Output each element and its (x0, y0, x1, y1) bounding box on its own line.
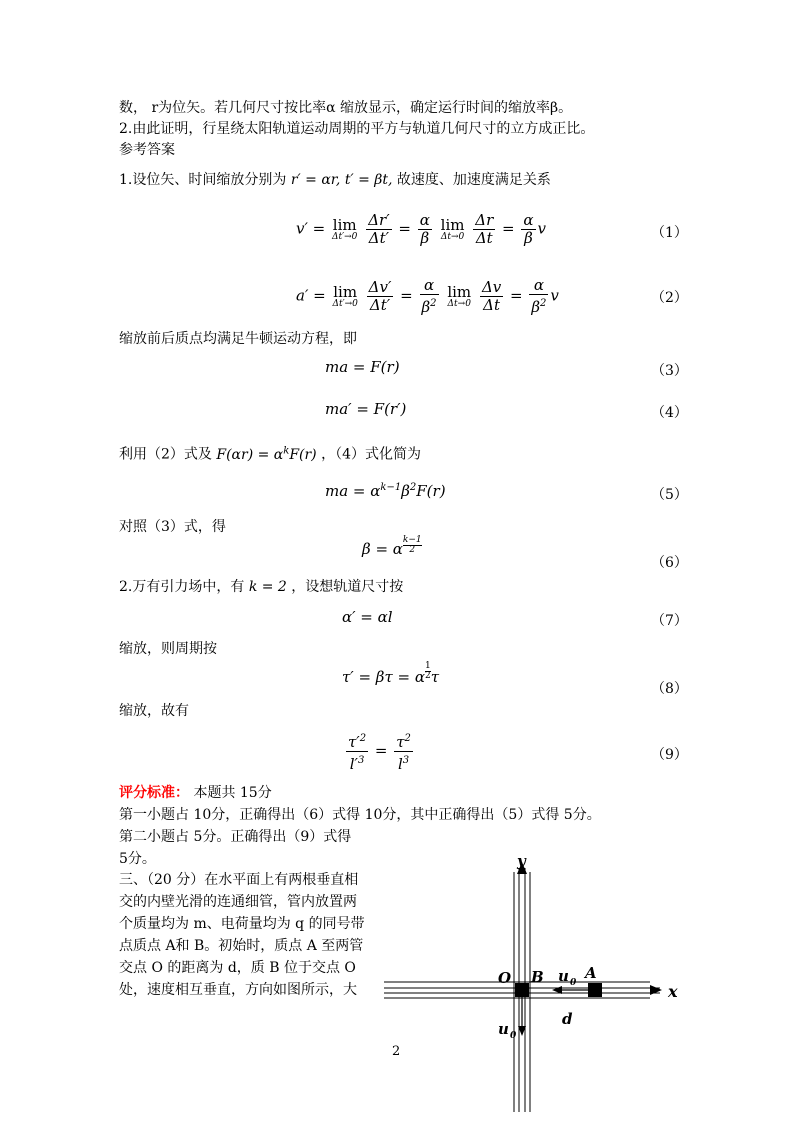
text-scoring-1: 第一小题占 10分，正确得出（6）式得 10分，其中正确得出（5）式得 5分。 (119, 807, 601, 823)
label-x: x (668, 982, 678, 1001)
equation-1: v′ = lim Δt′→0 $\frac{\Delta r'}{\Delta t'}$ = $\frac{\alpha}{\beta}$ lim Δt→0 $\frac{\Delta r}{\Delta t}$ = $\frac{\alpha}{\beta}$ v (296, 211, 547, 247)
label-u0-b-subscript: 0 (510, 1031, 517, 1041)
text-line-5: 缩放前后质点均满足牛顿运动方程，即 (119, 331, 357, 347)
equation-number-1: （1） (651, 225, 688, 241)
problem-line-4: 点质点 A和 B。初始时，质点 A 至两管 (119, 938, 364, 954)
text-line-9: 缩放，则周期按 (119, 641, 217, 657)
label-o: O (498, 969, 512, 987)
label-u0-a: u (558, 967, 569, 985)
equation-7: α′ = αl (342, 608, 393, 626)
text-scoring-2: 第二小题占 5分。正确得出（9）式得 (119, 829, 352, 845)
text-line-2: 2.由此证明，行星绕太阳轨道运动周期的平方与轨道几何尺寸的立方成正比。 (119, 121, 595, 137)
text-line-1: 数， r为位矢。若几何尺寸按比率α 缩放显示，确定运行时间的缩放率β。 (119, 100, 573, 116)
problem-line-1: 三、（20 分）在水平面上有两根垂直相 (119, 872, 359, 888)
problem-line-3: 个质量均为 m、电荷量均为 q 的同号带 (119, 916, 365, 932)
math-k-value: k = 2 (248, 579, 287, 595)
math-scaling: r′ = αr, t′ = βt, (290, 172, 393, 188)
equation-number-9: （9） (651, 747, 688, 763)
text-line-4a: 1.设位矢、时间缩放分别为 (119, 172, 287, 188)
equation-9: $\frac{\tau'^2}{l'^3}$ = $\frac{\tau^2}{l^3}$ (344, 730, 415, 773)
text-line-6b: ，（4）式化简为 (321, 446, 422, 463)
problem-line-6: 处，速度相互垂直，方向如图所示，大 (119, 982, 357, 998)
equation-2: a′ = lim Δt′→0 $\frac{\Delta v'}{\Delta t'}$ = $\frac{\alpha}{\beta^2}$ lim Δt→0 $\frac{\Delta v}{\Delta t}$ = $\frac{\alpha}{\beta^2}$ v (296, 276, 559, 316)
particle-a (588, 983, 602, 997)
text-line-4b: 故速度、加速度满足关系 (396, 172, 551, 188)
equation-number-4: （4） (651, 405, 688, 421)
equation-number-8: （8） (651, 681, 688, 697)
scoring-total: 本题共 15分 (189, 785, 272, 801)
page-number: 2 (392, 1044, 401, 1059)
particle-b (515, 983, 529, 997)
equation-6: β = α $\frac{k-1}{2}$ (362, 535, 422, 558)
equation-5: ma = $\alpha^{k-1}\beta^2F(r)$ (325, 482, 446, 500)
equation-number-6: （6） (651, 555, 688, 571)
label-d: d (562, 1010, 573, 1028)
math-force-scaling: $F(\alpha r) = \alpha^kF(r)$ (216, 445, 317, 463)
scoring-label: 评分标准： (119, 785, 189, 801)
problem-line-2: 交的内壁光滑的连通细管，管内放置两 (119, 894, 357, 910)
equation-number-5: （5） (651, 487, 688, 503)
equation-number-2: （2） (651, 290, 688, 306)
text-line-8b: ，设想轨道尺寸按 (291, 579, 404, 595)
equation-number-3: （3） (651, 363, 688, 379)
text-line-7: 对照（3）式，得 (119, 519, 226, 535)
label-u0-a-subscript: 0 (570, 978, 577, 988)
label-a: A (585, 964, 597, 982)
text-scoring-3: 5分。 (119, 851, 156, 867)
text-reference-answer: 参考答案 (119, 142, 175, 158)
label-b: B (531, 968, 544, 986)
text-line-8a: 2.万有引力场中，有 (119, 579, 245, 595)
label-y: y (517, 852, 526, 870)
text-line-10: 缩放，故有 (119, 703, 189, 719)
problem-line-5: 交点 O 的距离为 d，质 B 位于交点 O (119, 960, 356, 976)
equation-number-7: （7） (651, 613, 688, 629)
label-u0-b: u (498, 1020, 509, 1038)
equation-8: τ′ = βτ = α $\frac{1}{2}$ τ (342, 661, 440, 686)
equation-4: ma′ = F(r′) (325, 400, 407, 418)
equation-3: ma = F(r) (325, 358, 400, 376)
text-line-6a: 利用（2）式及 (119, 446, 212, 463)
